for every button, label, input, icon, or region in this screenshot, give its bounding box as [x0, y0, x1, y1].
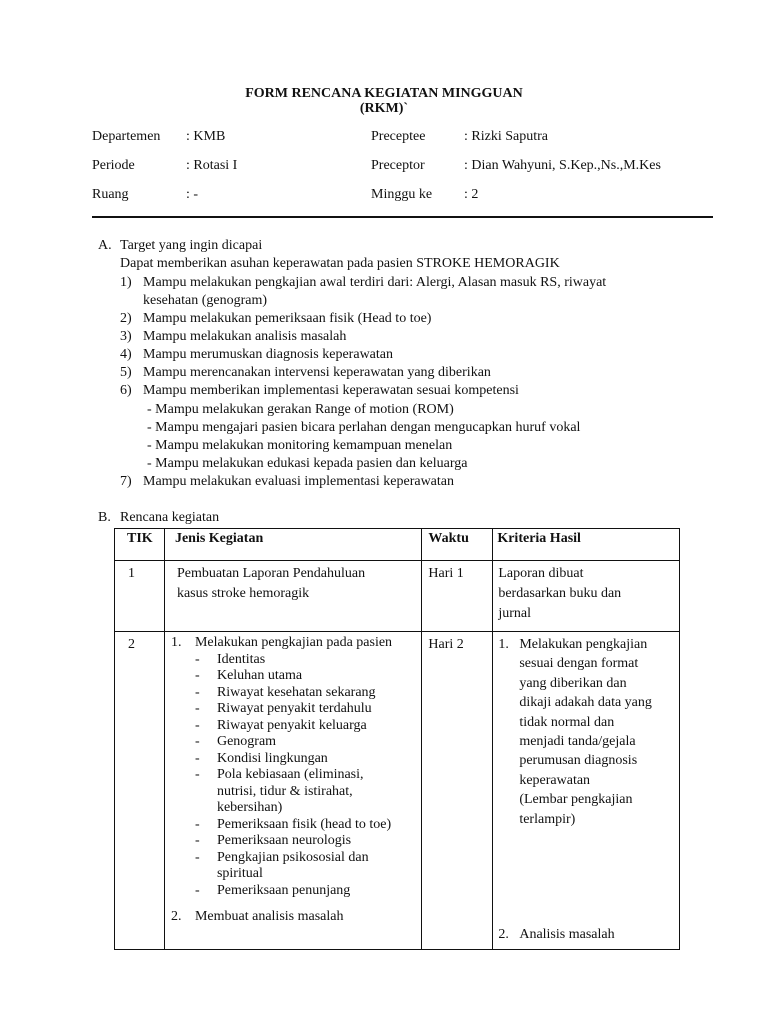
- kegiatan-subitem: [195, 652, 421, 669]
- bullet-dash: -: [194, 750, 200, 766]
- section-b-letter: B.: [98, 510, 111, 525]
- target-num: 1): [120, 275, 132, 290]
- target-item: Mampu melakukan pengkajian awal terdiri dari: Alergi, Alasan masuk RS, riwayat: [143, 275, 607, 290]
- form-subtitle: (RKM)`: [359, 101, 409, 116]
- kriteria-line: perumusan diagnosis: [519, 753, 638, 769]
- kegiatan-subitem: [195, 817, 421, 834]
- kriteria-line: terlampir): [519, 811, 576, 827]
- section-a-letter: A.: [98, 238, 112, 253]
- target-subitem: - Mampu melakukan edukasi kepada pasien dan keluarga: [147, 456, 468, 471]
- kegiatan-subitem: [195, 701, 421, 718]
- kriteria-line: sesuai dengan format: [519, 656, 639, 672]
- kegiatan-subitem: [195, 718, 421, 735]
- subitem-line: Identitas: [216, 651, 266, 667]
- target-num: 7): [120, 474, 132, 489]
- activity-table: [114, 528, 680, 950]
- subitem-line: nutrisi, tidur & istirahat,: [216, 783, 353, 799]
- field-value-preceptee: : Rizki Saputra: [464, 129, 548, 144]
- kriteria-numbered-item: 1. Melakukan pengkajian sesuai dengan format yang diberikan dan dikaji adakah data yang tidak normal dan menjadi tanda/gejala perumusan diagnosis keperawatan (Lembar pengkajian terlampir): [498, 635, 679, 829]
- field-label-ruang: Ruang: [92, 187, 129, 202]
- bullet-dash: -: [194, 882, 200, 898]
- cell-kriteria: [493, 561, 680, 632]
- column-header-tik: TIK: [115, 529, 165, 561]
- cell-kriteria: [493, 632, 680, 950]
- cell-waktu: Hari 1: [422, 561, 493, 632]
- kegiatan-sublist: [171, 652, 421, 900]
- bullet-dash: -: [194, 684, 200, 700]
- column-header-kegiatan: Jenis Kegiatan: [164, 529, 421, 561]
- kriteria-line: keperawatan: [519, 772, 591, 788]
- cell-line: Pembuatan Laporan Pendahuluan: [176, 566, 366, 581]
- kegiatan-subitem: [195, 685, 421, 702]
- cell-waktu: Hari 2: [422, 632, 493, 950]
- kriteria-line: menjadi tanda/gejala: [519, 734, 636, 750]
- kegiatan-subitem: [195, 734, 421, 751]
- subitem-line: Riwayat penyakit keluarga: [216, 717, 367, 733]
- subitem-line: Genogram: [216, 734, 277, 749]
- kriteria-numbered-item: 2. Analisis masalah: [498, 927, 615, 942]
- subitem-line: kebersihan): [216, 800, 283, 815]
- subitem-line: Pengkajian psikososial dan: [216, 849, 369, 865]
- field-label-preceptee: Preceptee: [371, 129, 426, 144]
- target-item: Mampu melakukan pemeriksaan fisik (Head to toe): [143, 311, 432, 326]
- bullet-dash: -: [194, 849, 200, 865]
- field-value-periode: : Rotasi I: [186, 158, 238, 173]
- table-header-row: [115, 529, 680, 561]
- target-num: 2): [120, 311, 132, 326]
- kegiatan-subitem: [195, 751, 421, 768]
- column-header-kriteria: Kriteria Hasil: [493, 529, 680, 561]
- subitem-line: spiritual: [216, 866, 263, 881]
- target-item: Mampu memberikan implementasi keperawatan sesuai kompetensi: [143, 383, 519, 398]
- target-item-cont: kesehatan (genogram): [143, 293, 267, 308]
- kegiatan-subitem: [195, 833, 421, 850]
- target-num: 4): [120, 347, 132, 362]
- header-divider: [92, 216, 713, 218]
- kegiatan-numbered-item: 2. Membuat analisis masalah: [170, 909, 344, 924]
- bullet-dash: -: [194, 816, 200, 832]
- bullet-dash: -: [194, 717, 200, 733]
- table-row: [115, 632, 680, 950]
- field-label-preceptor: Preceptor: [371, 158, 425, 173]
- kriteria-line: tidak normal dan: [519, 714, 615, 730]
- kegiatan-numbered-item: 1. Melakukan pengkajian pada pasien: [170, 635, 393, 650]
- kriteria-line: (Lembar pengkajian: [519, 792, 633, 808]
- target-item: Mampu melakukan evaluasi implementasi keperawatan: [143, 474, 455, 489]
- subitem-line: Pemeriksaan neurologis: [216, 833, 352, 848]
- target-item: Mampu melakukan analisis masalah: [143, 329, 347, 344]
- cell-line: berdasarkan buku dan: [498, 586, 622, 601]
- subitem-line: Riwayat kesehatan sekarang: [216, 684, 376, 700]
- field-label-minggu: Minggu ke: [371, 187, 433, 202]
- kegiatan-subitem: [195, 767, 421, 817]
- cell-line: Laporan dibuat: [498, 566, 584, 581]
- section-a-intro: Dapat memberikan asuhan keperawatan pada pasien STROKE HEMORAGIK: [120, 256, 560, 271]
- cell-kegiatan: [164, 632, 421, 950]
- field-value-minggu: : 2: [464, 187, 479, 202]
- target-num: 6): [120, 383, 132, 398]
- subitem-line: Pola kebiasaan (eliminasi,: [216, 767, 364, 782]
- cell-tik: 2: [115, 632, 165, 950]
- field-value-ruang: : -: [186, 187, 199, 202]
- form-title: FORM RENCANA KEGIATAN MINGGUAN: [245, 86, 523, 101]
- bullet-dash: -: [194, 701, 200, 716]
- section-b-heading: Rencana kegiatan: [120, 510, 220, 525]
- kriteria-line: Melakukan pengkajian: [519, 637, 648, 652]
- field-label-departemen: Departemen: [92, 129, 161, 144]
- target-subitem: - Mampu mengajari pasien bicara perlahan dengan mengucapkan huruf vokal: [147, 420, 581, 435]
- table-row: [115, 561, 680, 632]
- column-header-waktu: Waktu: [422, 529, 493, 561]
- subitem-line: Pemeriksaan fisik (head to toe): [216, 816, 392, 832]
- subitem-line: Pemeriksaan penunjang: [216, 882, 351, 898]
- kegiatan-subitem: [195, 883, 421, 900]
- field-value-preceptor: : Dian Wahyuni, S.Kep.,Ns.,M.Kes: [464, 158, 661, 173]
- subitem-line: Keluhan utama: [216, 668, 303, 683]
- kriteria-line: yang diberikan dan: [519, 675, 627, 691]
- target-num: 3): [120, 329, 132, 344]
- cell-line: kasus stroke hemoragik: [176, 586, 310, 601]
- cell-line: jurnal: [498, 606, 531, 621]
- cell-kegiatan: [164, 561, 421, 632]
- bullet-dash: -: [194, 734, 200, 749]
- target-item: Mampu merencanakan intervensi keperawatan yang diberikan: [143, 365, 491, 380]
- bullet-dash: -: [194, 668, 200, 683]
- kegiatan-subitem: [195, 850, 421, 883]
- field-value-departemen: : KMB: [186, 129, 226, 144]
- bullet-dash: -: [194, 833, 200, 848]
- subitem-line: Kondisi lingkungan: [216, 750, 328, 766]
- subitem-line: Riwayat penyakit terdahulu: [216, 701, 372, 716]
- kegiatan-subitem: [195, 668, 421, 685]
- field-label-periode: Periode: [92, 158, 135, 173]
- target-subitem: - Mampu melakukan monitoring kemampuan menelan: [147, 438, 453, 453]
- section-a-heading: Target yang ingin dicapai: [120, 238, 263, 253]
- target-item: Mampu merumuskan diagnosis keperawatan: [143, 347, 393, 362]
- target-num: 5): [120, 365, 132, 380]
- bullet-dash: -: [194, 651, 200, 667]
- cell-tik: 1: [115, 561, 165, 632]
- target-subitem: - Mampu melakukan gerakan Range of motion (ROM): [147, 402, 454, 417]
- bullet-dash: -: [194, 767, 200, 782]
- kriteria-line: dikaji adakah data yang: [519, 695, 652, 711]
- kriteria-lines: [519, 635, 679, 829]
